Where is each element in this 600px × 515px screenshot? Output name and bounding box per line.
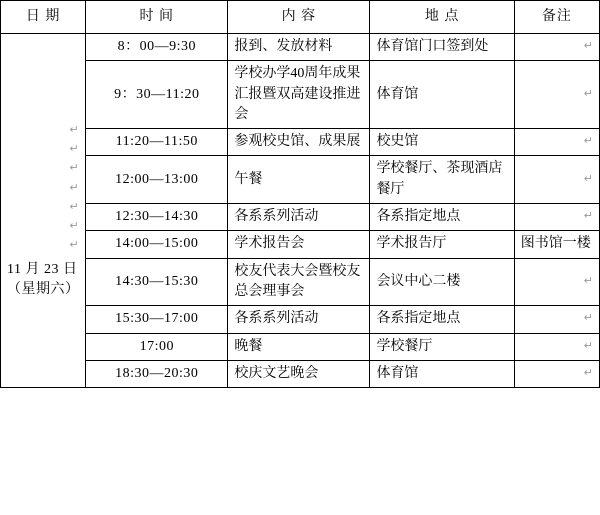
paragraph-mark-icon: ↵ bbox=[583, 135, 593, 148]
place-cell: 体育馆 bbox=[370, 360, 514, 387]
place-cell: 学术报告厅 bbox=[370, 231, 514, 258]
remark-cell bbox=[514, 129, 599, 156]
time-cell: 9：30—11:20 bbox=[86, 61, 228, 129]
remark-cell bbox=[514, 204, 599, 231]
place-cell: 学校餐厅 bbox=[370, 333, 514, 360]
time-cell: 14:30—15:30 bbox=[86, 258, 228, 306]
paragraph-mark-icon: ↵ bbox=[583, 367, 593, 380]
place-cell: 体育馆门口签到处 bbox=[370, 34, 514, 61]
date-label: 11 月 23 日（星期六） bbox=[7, 261, 80, 297]
table-body bbox=[1, 34, 600, 388]
content-cell: 学校办学40周年成果汇报暨双高建设推进会 bbox=[228, 61, 370, 129]
paragraph-mark-icon: ↵ bbox=[583, 87, 593, 100]
time-cell: 18:30—20:30 bbox=[86, 360, 228, 387]
remark-cell bbox=[514, 333, 599, 360]
paragraph-mark-icon: ↵ bbox=[583, 210, 593, 223]
remark-cell bbox=[514, 34, 599, 61]
place-cell: 会议中心二楼 bbox=[370, 258, 514, 306]
time-cell: 12:00—13:00 bbox=[86, 156, 228, 204]
table-header bbox=[1, 1, 600, 34]
header-row bbox=[1, 1, 600, 34]
remark-cell bbox=[514, 156, 599, 204]
table-row bbox=[1, 333, 600, 360]
date-cell bbox=[1, 34, 86, 388]
table-row bbox=[1, 258, 600, 306]
table-row bbox=[1, 156, 600, 204]
table-row bbox=[1, 306, 600, 333]
content-cell: 午餐 bbox=[228, 156, 370, 204]
header-place: 地 点 bbox=[370, 1, 514, 34]
time-cell: 8：00—9:30 bbox=[86, 34, 228, 61]
date-paragraph-marks: ↵ ↵ ↵ ↵ ↵ ↵ ↵ bbox=[69, 123, 80, 252]
time-cell: 14:00—15:00 bbox=[86, 231, 228, 258]
remark-cell bbox=[514, 61, 599, 129]
time-cell: 15:30—17:00 bbox=[86, 306, 228, 333]
header-content: 内 容 bbox=[228, 1, 370, 34]
time-cell: 17:00 bbox=[86, 333, 228, 360]
table-row bbox=[1, 61, 600, 129]
content-cell: 学术报告会 bbox=[228, 231, 370, 258]
place-cell: 各系指定地点 bbox=[370, 204, 514, 231]
time-cell: 12:30—14:30 bbox=[86, 204, 228, 231]
header-date: 日 期 bbox=[1, 1, 86, 34]
content-cell: 各系系列活动 bbox=[228, 204, 370, 231]
content-cell: 晚餐 bbox=[228, 333, 370, 360]
content-cell: 报到、发放材料 bbox=[228, 34, 370, 61]
time-cell: 11:20—11:50 bbox=[86, 129, 228, 156]
content-cell: 校友代表大会暨校友总会理事会 bbox=[228, 258, 370, 306]
content-cell: 各系系列活动 bbox=[228, 306, 370, 333]
paragraph-mark-icon: ↵ bbox=[583, 172, 593, 185]
table-row bbox=[1, 360, 600, 387]
header-remark: 备注 bbox=[514, 1, 599, 34]
place-cell: 各系指定地点 bbox=[370, 306, 514, 333]
table-row bbox=[1, 34, 600, 61]
table-row bbox=[1, 129, 600, 156]
remark-cell bbox=[514, 258, 599, 306]
place-cell: 学校餐厅、茶现酒店餐厅 bbox=[370, 156, 514, 204]
place-cell: 校史馆 bbox=[370, 129, 514, 156]
paragraph-mark-icon: ↵ bbox=[583, 339, 593, 352]
remark-cell bbox=[514, 306, 599, 333]
remark-cell: 图书馆一楼 bbox=[514, 231, 599, 258]
header-time: 时 间 bbox=[86, 1, 228, 34]
paragraph-mark-icon: ↵ bbox=[583, 275, 593, 287]
paragraph-mark-icon: ↵ bbox=[583, 312, 593, 325]
remark-cell bbox=[514, 360, 599, 387]
table-row bbox=[1, 204, 600, 231]
place-cell: 体育馆 bbox=[370, 61, 514, 129]
paragraph-mark-icon: ↵ bbox=[583, 40, 593, 53]
content-cell: 校庆文艺晚会 bbox=[228, 360, 370, 387]
content-cell: 参观校史馆、成果展 bbox=[228, 129, 370, 156]
table-row bbox=[1, 231, 600, 258]
